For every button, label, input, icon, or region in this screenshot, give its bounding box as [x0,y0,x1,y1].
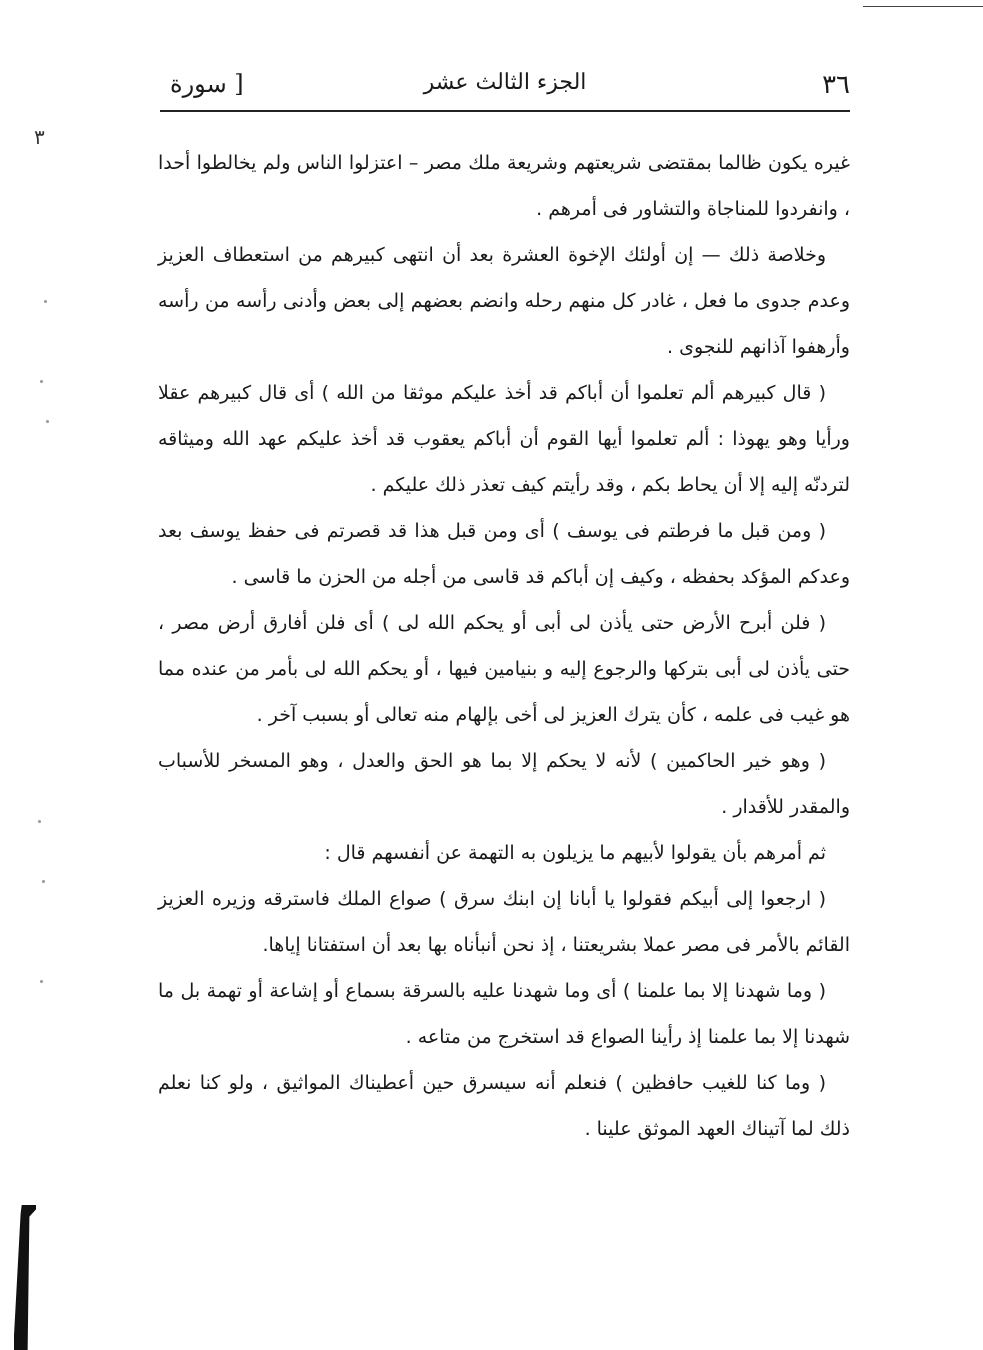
body-text [158,140,850,1152]
surah-label: [ سورة [170,70,244,98]
paragraph: ( فلن أبرح الأرض حتى يأذن لى أبى أو يحكم الله لى ) أى فلن أفارق أرض مصر ، حتى يأذن لى أبى بتركها والرجوع إليه و بنيامين فيها ، أو يحكم الله لى بأمر من عنده مما هو غيب فى علمه ، كأن يترك العزيز لى أخى بإلهام منه تعالى أو بسبب آخر . [158,612,850,726]
margin-speck [38,820,41,823]
page-header [160,66,850,110]
scan-edge-shadow [14,1205,36,1350]
margin-speck [40,380,43,383]
paragraph: ( وما شهدنا إلا بما علمنا ) أى وما شهدنا عليه بالسرقة بسماع أو إشاعة أو تهمة بل ما شهدنا إلا بما علمنا إذ رأينا الصواع قد استخرج من متاعه . [158,980,850,1048]
paragraph: ( قال كبيرهم ألم تعلموا أن أباكم قد أخذ عليكم موثقا من الله ) أى قال كبيرهم عقلا ورأيا وهو يهوذا : ألم تعلموا أيها القوم أن أباكم يعقوب قد أخذ عليكم عهد الله وميثاقه لتردنّه إليه إلا أن يحاط بكم ، وقد رأيتم كيف تعذر ذلك عليكم . [158,382,850,496]
margin-speck [44,300,47,303]
paragraph: ثم أمرهم بأن يقولوا لأبيهم ما يزيلون به التهمة عن أنفسهم قال : [324,842,826,864]
paragraph: ( ومن قبل ما فرطتم فى يوسف ) أى ومن قبل هذا قد قصرتم فى حفظ يوسف بعد وعدكم المؤكد بحفظه ، وكيف إن أباكم قد قاسى من أجله من الحزن ما قاسى . [158,520,850,588]
running-head: الجزء الثالث عشر [423,70,587,95]
margin-handwritten-mark: ٣ [34,125,45,149]
paragraph: وخلاصة ذلك — إن أولئك الإخوة العشرة بعد أن انتهى كبيرهم من استعطاف العزيز وعدم جدوى ما فعل ، غادر كل منهم رحله وانضم بعضهم إلى بعض وأدنى رأسه من رأسه وأرهفوا آذانهم للنجوى . [158,244,850,358]
paragraph: ( وهو خير الحاكمين ) لأنه لا يحكم إلا بما هو الحق والعدل ، وهو المسخر للأسباب والمقدر للأقدار . [158,750,850,818]
paragraph: ( ارجعوا إلى أبيكم فقولوا يا أبانا إن ابنك سرق ) صواع الملك فاسترقه وزيره العزيز القائم بالأمر فى مصر عملا بشريعتنا ، إذ نحن أنبأناه بها بعد أن استفتانا إياها. [158,888,850,956]
margin-speck [40,980,43,983]
margin-speck [46,420,49,423]
header-rule [160,110,850,112]
scan-artifact-line [863,6,983,7]
margin-speck [42,880,45,883]
paragraph: غيره يكون ظالما بمقتضى شريعتهم وشريعة ملك مصر – اعتزلوا الناس ولم يخالطوا أحدا ، وانفردوا للمناجاة والتشاور فى أمرهم . [158,152,850,220]
paragraph: ( وما كنا للغيب حافظين ) فنعلم أنه سيسرق حين أعطيناك المواثيق ، ولو كنا نعلم ذلك لما آتيناك العهد الموثق علينا . [158,1072,850,1140]
page-number: ٣٦ [822,70,850,100]
